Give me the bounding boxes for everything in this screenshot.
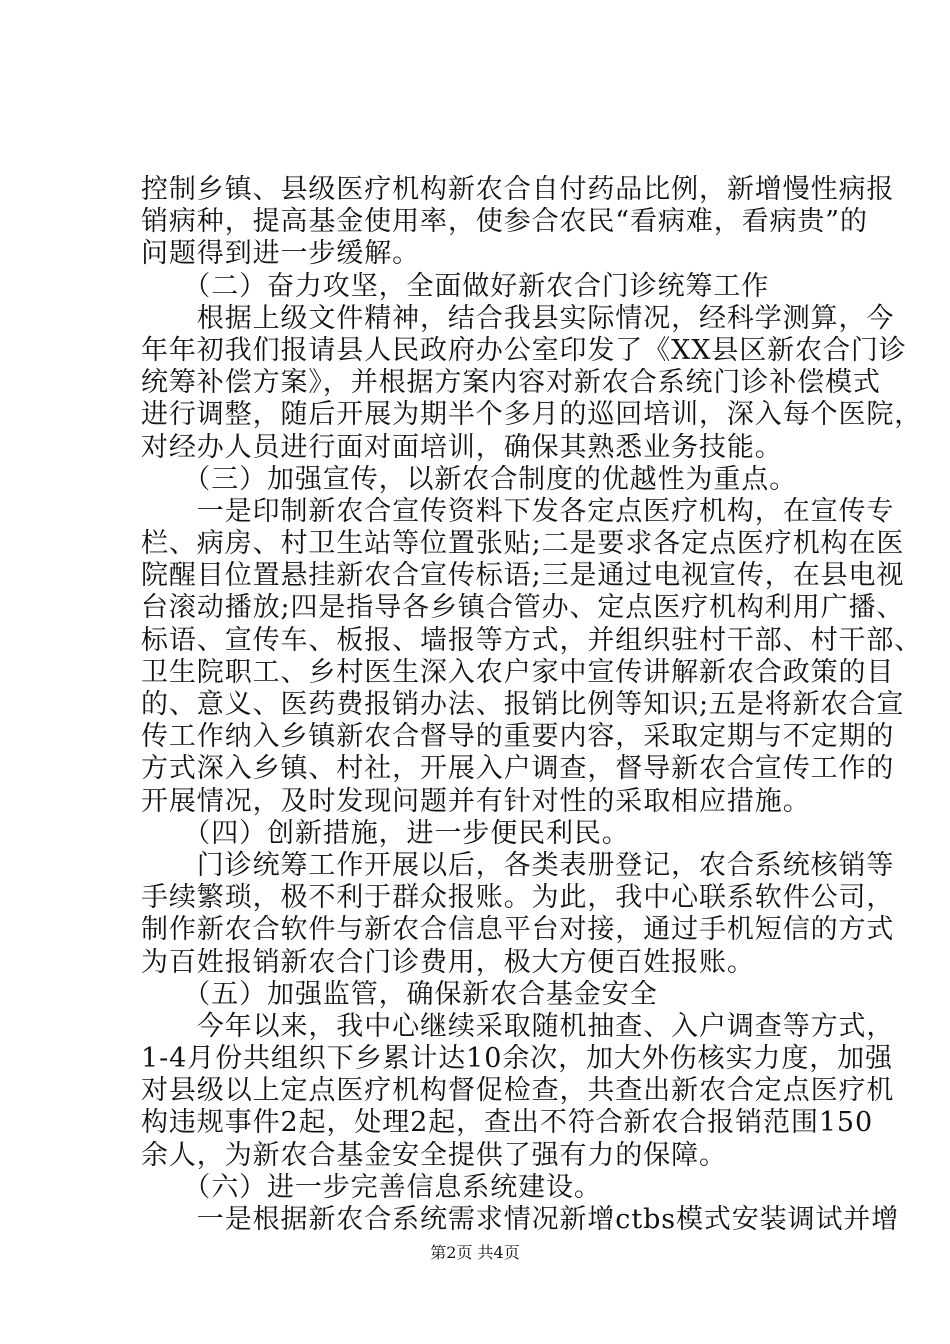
text-line: 统筹补偿方案》，并根据方案内容对新农合系统门诊补偿模式: [141, 367, 881, 399]
text-line: 销病种，提高基金使用率，使参合农民“看病难，看病贵”的: [141, 206, 868, 238]
text-line: 控制乡镇、县级医疗机构新农合自付药品比例，新增慢性病报: [141, 174, 895, 205]
text-line: 余人，为新农合基金安全提供了强有力的保障。: [141, 1139, 727, 1171]
text-line: （四）创新措施，进一步便民利民。: [141, 817, 630, 849]
text-line: 一是根据新农合系统需求情况新增ctbs模式安装调试并增: [141, 1204, 900, 1235]
text-line: 手续繁琐，极不利于群众报账。为此，我中心联系软件公司，: [141, 882, 895, 914]
text-line: 对经办人员进行面对面培训，确保其熟悉业务技能。: [141, 431, 783, 463]
text-line: 卫生院职工、乡村医生深入农户家中宣传讲解新农合政策的目: [141, 656, 895, 688]
text-line: 制作新农合软件与新农合信息平台对接，通过手机短信的方式: [141, 914, 895, 946]
text-line: 今年以来，我中心继续采取随机抽查、入户调查等方式，: [141, 1010, 895, 1042]
text-line: 院醒目位置悬挂新农合宣传标语;三是通过电视宣传，在县电视: [141, 560, 905, 592]
text-line: 门诊统筹工作开展以后，各类表册登记，农合系统核销等: [141, 849, 895, 881]
text-line: （二）奋力攻坚，全面做好新农合门诊统筹工作: [141, 270, 770, 302]
text-line: 为百姓报销新农合门诊费用，极大方便百姓报账。: [141, 946, 755, 978]
text-line: （六）进一步完善信息系统建设。: [141, 1171, 602, 1203]
text-line: 进行调整，随后开展为期半个多月的巡回培训，深入每个医院，: [141, 399, 923, 431]
text-line: 台滚动播放;四是指导各乡镇合管办、定点医疗机构利用广播、: [141, 592, 905, 624]
text-line: 1-4月份共组织下乡累计达10余次，加大外伤核实力度，加强: [141, 1043, 893, 1075]
page-footer: 第2页 共4页: [430, 1243, 520, 1262]
text-line: （五）加强监管，确保新农合基金安全: [141, 978, 658, 1010]
text-line: 开展情况，及时发现问题并有针对性的采取相应措施。: [141, 785, 811, 817]
text-line: （三）加强宣传，以新农合制度的优越性为重点。: [141, 463, 798, 495]
text-line: 构违规事件2起，处理2起，查出不符合新农合报销范围150: [141, 1107, 874, 1139]
text-line: 年年初我们报请县人民政府办公室印发了《XX县区新农合门诊: [141, 334, 907, 366]
text-line: 方式深入乡镇、村社，开展入户调查，督导新农合宣传工作的: [141, 753, 895, 785]
body-text: [141, 174, 923, 1236]
text-line: 的、意义、医药费报销办法、报销比例等知识;五是将新农合宣: [141, 689, 905, 720]
text-line: 对县级以上定点医疗机构督促检查，共查出新农合定点医疗机: [141, 1075, 895, 1107]
text-line: 问题得到进一步缓解。: [141, 238, 420, 270]
text-line: 栏、病房、村卫生站等位置张贴;二是要求各定点医疗机构在医: [141, 528, 905, 560]
text-line: 一是印制新农合宣传资料下发各定点医疗机构，在宣传专: [141, 495, 895, 527]
text-line: 标语、宣传车、板报、墙报等方式，并组织驻村干部、村干部、: [141, 624, 923, 656]
text-line: 传工作纳入乡镇新农合督导的重要内容，采取定期与不定期的: [141, 721, 895, 753]
text-line: 根据上级文件精神，结合我县实际情况，经科学测算，今: [141, 302, 895, 334]
